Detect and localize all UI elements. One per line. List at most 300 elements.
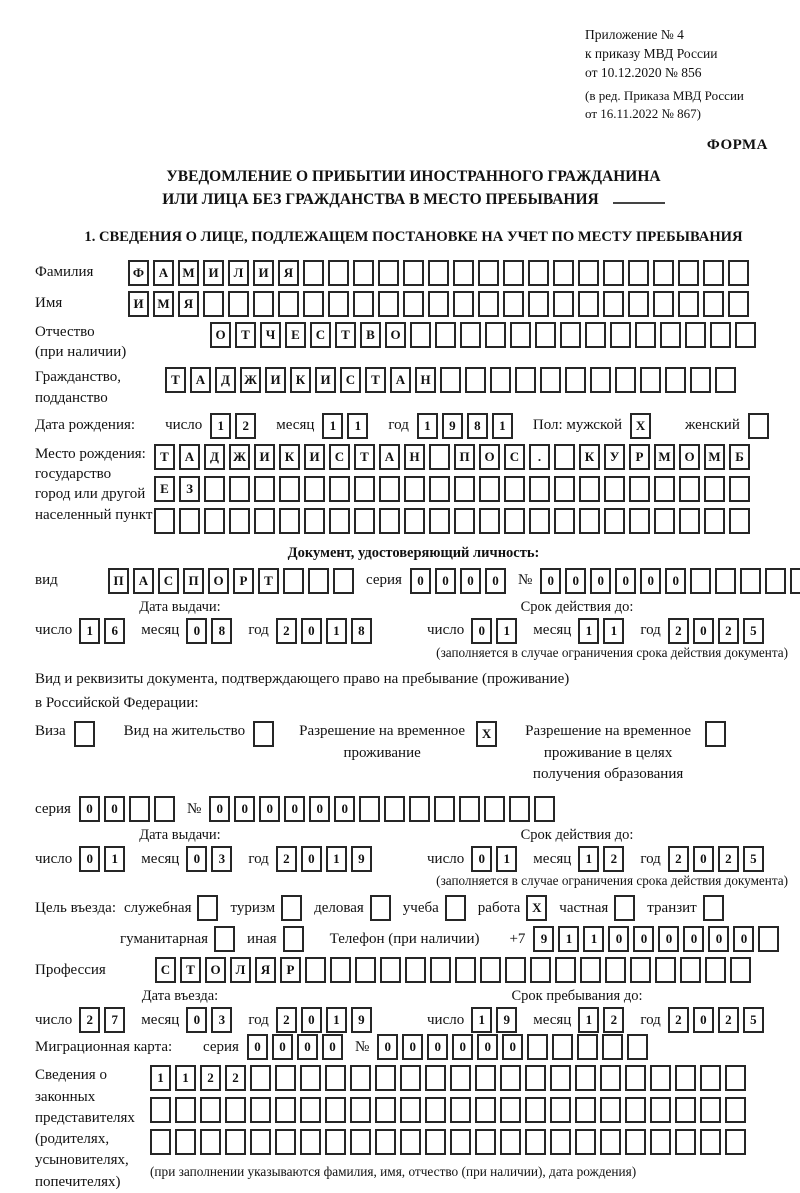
entry-day-input[interactable] [79, 1007, 129, 1033]
cell[interactable] [450, 1065, 471, 1091]
cell[interactable]: С [504, 444, 525, 470]
gender-male-checkbox[interactable] [630, 413, 655, 439]
doc-issue-month-input[interactable] [186, 618, 236, 644]
cell[interactable]: 0 [186, 618, 207, 644]
cell[interactable] [602, 1034, 623, 1060]
cell[interactable]: 0 [104, 796, 125, 822]
cell[interactable]: В [360, 322, 381, 348]
cell[interactable]: М [178, 260, 199, 286]
purpose-business-checkbox[interactable] [370, 895, 395, 921]
cell[interactable] [530, 957, 551, 983]
cell[interactable] [604, 476, 625, 502]
cell[interactable] [580, 957, 601, 983]
cell[interactable]: А [133, 568, 154, 594]
cell[interactable] [229, 476, 250, 502]
cell[interactable]: 0 [334, 796, 355, 822]
cell[interactable]: И [315, 367, 336, 393]
cell[interactable] [353, 291, 374, 317]
cell[interactable] [690, 568, 711, 594]
cell[interactable]: С [155, 957, 176, 983]
legal-reps-row1-input[interactable] [150, 1065, 750, 1091]
cell[interactable] [350, 1097, 371, 1123]
cell[interactable] [552, 1034, 573, 1060]
cell[interactable] [204, 508, 225, 534]
birth-place-row1-input[interactable] [154, 444, 754, 470]
cell[interactable]: 0 [301, 1007, 322, 1033]
cell[interactable] [500, 1129, 521, 1155]
cell[interactable]: 8 [211, 618, 232, 644]
cell[interactable]: 0 [402, 1034, 423, 1060]
cell[interactable]: Ч [260, 322, 281, 348]
cell[interactable] [154, 508, 175, 534]
cell[interactable] [400, 1129, 421, 1155]
cell[interactable] [279, 508, 300, 534]
cell[interactable] [600, 1065, 621, 1091]
cell[interactable] [300, 1129, 321, 1155]
cell[interactable]: 0 [615, 568, 636, 594]
purpose-private-checkbox[interactable] [614, 895, 639, 921]
cell[interactable] [703, 260, 724, 286]
cell[interactable] [540, 367, 561, 393]
cell[interactable] [603, 291, 624, 317]
cell[interactable] [630, 957, 651, 983]
cell[interactable]: 9 [351, 1007, 372, 1033]
cell[interactable] [425, 1129, 446, 1155]
cell[interactable]: А [390, 367, 411, 393]
cell[interactable] [484, 796, 505, 822]
stay-year-input[interactable] [668, 1007, 768, 1033]
cell[interactable] [329, 508, 350, 534]
cell[interactable] [454, 476, 475, 502]
cell[interactable] [275, 1129, 296, 1155]
cell[interactable]: 0 [565, 568, 586, 594]
visa-checkbox[interactable] [74, 721, 99, 747]
cell[interactable] [478, 291, 499, 317]
cell[interactable]: С [329, 444, 350, 470]
cell[interactable]: 0 [410, 568, 431, 594]
cell[interactable] [614, 895, 635, 921]
cell[interactable]: 0 [186, 846, 207, 872]
cell[interactable] [650, 1129, 671, 1155]
cell[interactable]: 2 [718, 846, 739, 872]
cell[interactable] [428, 260, 449, 286]
cell[interactable]: 2 [718, 1007, 739, 1033]
cell[interactable] [729, 508, 750, 534]
cell[interactable] [650, 1097, 671, 1123]
cell[interactable] [479, 508, 500, 534]
cell[interactable] [214, 926, 235, 952]
cell[interactable] [515, 367, 536, 393]
cell[interactable]: 0 [234, 796, 255, 822]
cell[interactable] [675, 1097, 696, 1123]
cell[interactable] [554, 444, 575, 470]
cell[interactable] [627, 1034, 648, 1060]
cell[interactable]: О [385, 322, 406, 348]
cell[interactable]: И [254, 444, 275, 470]
cell[interactable]: К [279, 444, 300, 470]
cell[interactable]: 0 [590, 568, 611, 594]
cell[interactable]: Ж [240, 367, 261, 393]
cell[interactable]: Я [278, 260, 299, 286]
cell[interactable] [429, 444, 450, 470]
cell[interactable]: 0 [301, 846, 322, 872]
cell[interactable]: 8 [467, 413, 488, 439]
cell[interactable]: Т [165, 367, 186, 393]
cell[interactable] [585, 322, 606, 348]
cell[interactable] [283, 568, 304, 594]
cell[interactable]: З [179, 476, 200, 502]
cell[interactable] [678, 260, 699, 286]
residence-issue-year-input[interactable] [276, 846, 376, 872]
cell[interactable] [529, 508, 550, 534]
cell[interactable] [453, 291, 474, 317]
cell[interactable] [204, 476, 225, 502]
cell[interactable]: X [630, 413, 651, 439]
cell[interactable] [475, 1065, 496, 1091]
cell[interactable]: Р [233, 568, 254, 594]
cell[interactable]: И [253, 260, 274, 286]
cell[interactable] [679, 476, 700, 502]
cell[interactable] [550, 1129, 571, 1155]
cell[interactable] [384, 796, 405, 822]
cell[interactable]: Д [204, 444, 225, 470]
cell[interactable] [329, 476, 350, 502]
cell[interactable]: Я [178, 291, 199, 317]
cell[interactable] [629, 508, 650, 534]
cell[interactable] [790, 568, 800, 594]
cell[interactable]: 2 [276, 618, 297, 644]
cell[interactable]: М [654, 444, 675, 470]
cell[interactable] [578, 260, 599, 286]
cell[interactable] [505, 957, 526, 983]
cell[interactable] [453, 260, 474, 286]
cell[interactable] [378, 260, 399, 286]
cell[interactable] [604, 508, 625, 534]
cell[interactable] [529, 476, 550, 502]
residence-permit-checkbox[interactable] [253, 721, 278, 747]
purpose-tourism-checkbox[interactable] [281, 895, 306, 921]
cell[interactable] [250, 1065, 271, 1091]
cell[interactable]: 0 [79, 846, 100, 872]
entry-year-input[interactable] [276, 1007, 376, 1033]
surname-input[interactable] [128, 260, 753, 286]
cell[interactable] [405, 957, 426, 983]
cell[interactable]: И [128, 291, 149, 317]
cell[interactable]: 1 [578, 1007, 599, 1033]
cell[interactable] [455, 957, 476, 983]
cell[interactable] [625, 1097, 646, 1123]
cell[interactable] [400, 1065, 421, 1091]
cell[interactable] [578, 291, 599, 317]
cell[interactable] [354, 508, 375, 534]
cell[interactable] [710, 322, 731, 348]
cell[interactable]: Р [280, 957, 301, 983]
cell[interactable] [378, 291, 399, 317]
cell[interactable] [228, 291, 249, 317]
cell[interactable]: Н [404, 444, 425, 470]
cell[interactable]: X [526, 895, 547, 921]
cell[interactable]: 0 [460, 568, 481, 594]
cell[interactable] [680, 957, 701, 983]
doc-valid-month-input[interactable] [578, 618, 628, 644]
cell[interactable] [370, 895, 391, 921]
cell[interactable] [735, 322, 756, 348]
cell[interactable]: Б [729, 444, 750, 470]
residence-issue-day-input[interactable] [79, 846, 129, 872]
cell[interactable]: С [310, 322, 331, 348]
cell[interactable]: 2 [718, 618, 739, 644]
cell[interactable] [200, 1097, 221, 1123]
cell[interactable] [403, 291, 424, 317]
cell[interactable] [700, 1065, 721, 1091]
cell[interactable]: 2 [225, 1065, 246, 1091]
cell[interactable] [504, 476, 525, 502]
cell[interactable] [603, 260, 624, 286]
profession-input[interactable] [155, 957, 755, 983]
cell[interactable] [625, 1129, 646, 1155]
cell[interactable] [379, 508, 400, 534]
cell[interactable]: 8 [351, 618, 372, 644]
cell[interactable] [554, 476, 575, 502]
temp-residence-checkbox[interactable] [476, 721, 501, 747]
cell[interactable] [403, 260, 424, 286]
cell[interactable] [175, 1129, 196, 1155]
cell[interactable]: О [205, 957, 226, 983]
cell[interactable]: 0 [540, 568, 561, 594]
cell[interactable] [629, 476, 650, 502]
cell[interactable] [254, 508, 275, 534]
cell[interactable]: 0 [309, 796, 330, 822]
cell[interactable] [665, 367, 686, 393]
cell[interactable]: 0 [477, 1034, 498, 1060]
doc-issue-year-input[interactable] [276, 618, 376, 644]
cell[interactable] [715, 367, 736, 393]
cell[interactable] [560, 322, 581, 348]
cell[interactable] [304, 508, 325, 534]
cell[interactable]: И [203, 260, 224, 286]
cell[interactable] [328, 260, 349, 286]
cell[interactable] [475, 1097, 496, 1123]
cell[interactable] [715, 568, 736, 594]
cell[interactable] [527, 1034, 548, 1060]
cell[interactable]: М [153, 291, 174, 317]
cell[interactable] [600, 1129, 621, 1155]
cell[interactable] [350, 1065, 371, 1091]
cell[interactable]: 1 [150, 1065, 171, 1091]
purpose-official-checkbox[interactable] [197, 895, 222, 921]
doc-type-input[interactable] [108, 568, 358, 594]
cell[interactable]: 0 [608, 926, 629, 952]
cell[interactable] [703, 895, 724, 921]
cell[interactable]: 2 [668, 1007, 689, 1033]
cell[interactable] [429, 476, 450, 502]
cell[interactable] [281, 895, 302, 921]
cell[interactable]: 5 [743, 846, 764, 872]
cell[interactable]: 0 [435, 568, 456, 594]
residence-doc-series-input[interactable] [79, 796, 179, 822]
cell[interactable] [375, 1065, 396, 1091]
cell[interactable]: 0 [693, 618, 714, 644]
cell[interactable] [650, 1065, 671, 1091]
cell[interactable]: О [210, 322, 231, 348]
cell[interactable] [375, 1129, 396, 1155]
birth-year-input[interactable] [417, 413, 517, 439]
cell[interactable] [653, 291, 674, 317]
cell[interactable]: 0 [209, 796, 230, 822]
cell[interactable]: 0 [322, 1034, 343, 1060]
cell[interactable]: 0 [733, 926, 754, 952]
cell[interactable]: 0 [377, 1034, 398, 1060]
cell[interactable] [279, 476, 300, 502]
cell[interactable] [730, 957, 751, 983]
cell[interactable] [503, 260, 524, 286]
cell[interactable] [430, 957, 451, 983]
legal-reps-row3-input[interactable] [150, 1129, 750, 1155]
cell[interactable] [625, 1065, 646, 1091]
cell[interactable] [304, 476, 325, 502]
cell[interactable]: 1 [326, 1007, 347, 1033]
cell[interactable] [528, 291, 549, 317]
cell[interactable] [308, 568, 329, 594]
temp-residence-education-checkbox[interactable] [705, 721, 730, 747]
cell[interactable] [278, 291, 299, 317]
cell[interactable] [154, 796, 175, 822]
cell[interactable]: 0 [640, 568, 661, 594]
cell[interactable] [758, 926, 779, 952]
cell[interactable]: А [153, 260, 174, 286]
cell[interactable] [425, 1097, 446, 1123]
doc-issue-day-input[interactable] [79, 618, 129, 644]
cell[interactable] [509, 796, 530, 822]
cell[interactable] [590, 367, 611, 393]
cell[interactable]: 1 [492, 413, 513, 439]
cell[interactable] [550, 1065, 571, 1091]
cell[interactable]: Ж [229, 444, 250, 470]
cell[interactable] [74, 721, 95, 747]
cell[interactable] [350, 1129, 371, 1155]
residence-valid-year-input[interactable] [668, 846, 768, 872]
cell[interactable]: И [265, 367, 286, 393]
cell[interactable] [254, 476, 275, 502]
migration-card-number-input[interactable] [377, 1034, 652, 1060]
cell[interactable]: О [479, 444, 500, 470]
legal-reps-row2-input[interactable] [150, 1097, 750, 1123]
patronymic-input[interactable] [210, 322, 760, 348]
cell[interactable]: Е [154, 476, 175, 502]
cell[interactable]: 1 [79, 618, 100, 644]
cell[interactable]: 0 [502, 1034, 523, 1060]
cell[interactable]: Л [230, 957, 251, 983]
cell[interactable] [700, 1097, 721, 1123]
cell[interactable]: 5 [743, 618, 764, 644]
cell[interactable] [728, 291, 749, 317]
cell[interactable]: П [183, 568, 204, 594]
cell[interactable]: Л [228, 260, 249, 286]
cell[interactable] [535, 322, 556, 348]
cell[interactable] [459, 796, 480, 822]
cell[interactable]: О [208, 568, 229, 594]
cell[interactable] [554, 508, 575, 534]
cell[interactable] [475, 1129, 496, 1155]
cell[interactable]: 1 [558, 926, 579, 952]
cell[interactable]: 5 [743, 1007, 764, 1033]
cell[interactable]: Р [629, 444, 650, 470]
cell[interactable] [445, 895, 466, 921]
cell[interactable]: Я [255, 957, 276, 983]
given-name-input[interactable] [128, 291, 753, 317]
cell[interactable] [129, 796, 150, 822]
cell[interactable]: 6 [104, 618, 125, 644]
cell[interactable] [359, 796, 380, 822]
gender-female-checkbox[interactable] [748, 413, 773, 439]
cell[interactable] [504, 508, 525, 534]
cell[interactable]: 0 [708, 926, 729, 952]
cell[interactable]: 0 [427, 1034, 448, 1060]
cell[interactable] [700, 1129, 721, 1155]
cell[interactable]: . [529, 444, 550, 470]
cell[interactable] [250, 1129, 271, 1155]
cell[interactable] [435, 322, 456, 348]
cell[interactable] [615, 367, 636, 393]
cell[interactable] [728, 260, 749, 286]
cell[interactable] [450, 1097, 471, 1123]
cell[interactable] [478, 260, 499, 286]
cell[interactable]: 2 [668, 618, 689, 644]
cell[interactable] [150, 1129, 171, 1155]
residence-valid-month-input[interactable] [578, 846, 628, 872]
cell[interactable]: Т [354, 444, 375, 470]
cell[interactable]: Т [154, 444, 175, 470]
cell[interactable] [333, 568, 354, 594]
purpose-transit-checkbox[interactable] [703, 895, 728, 921]
cell[interactable] [579, 476, 600, 502]
cell[interactable]: 3 [211, 846, 232, 872]
cell[interactable] [465, 367, 486, 393]
stay-day-input[interactable] [471, 1007, 521, 1033]
cell[interactable] [565, 367, 586, 393]
cell[interactable]: 0 [79, 796, 100, 822]
cell[interactable]: Т [180, 957, 201, 983]
cell[interactable] [325, 1129, 346, 1155]
cell[interactable] [635, 322, 656, 348]
cell[interactable]: И [304, 444, 325, 470]
cell[interactable] [503, 291, 524, 317]
cell[interactable] [450, 1129, 471, 1155]
cell[interactable]: 0 [297, 1034, 318, 1060]
cell[interactable]: 9 [351, 846, 372, 872]
cell[interactable] [253, 721, 274, 747]
cell[interactable] [525, 1097, 546, 1123]
cell[interactable] [175, 1097, 196, 1123]
cell[interactable]: 1 [496, 618, 517, 644]
cell[interactable] [328, 291, 349, 317]
cell[interactable]: 0 [658, 926, 679, 952]
cell[interactable] [425, 1065, 446, 1091]
purpose-other-checkbox[interactable] [283, 926, 308, 952]
cell[interactable]: 0 [471, 618, 492, 644]
cell[interactable]: 0 [683, 926, 704, 952]
cell[interactable]: 0 [693, 846, 714, 872]
cell[interactable]: 0 [301, 618, 322, 644]
cell[interactable] [553, 291, 574, 317]
cell[interactable] [675, 1065, 696, 1091]
cell[interactable]: 0 [284, 796, 305, 822]
cell[interactable] [404, 476, 425, 502]
entry-month-input[interactable] [186, 1007, 236, 1033]
cell[interactable] [275, 1097, 296, 1123]
cell[interactable]: 9 [442, 413, 463, 439]
cell[interactable] [500, 1065, 521, 1091]
